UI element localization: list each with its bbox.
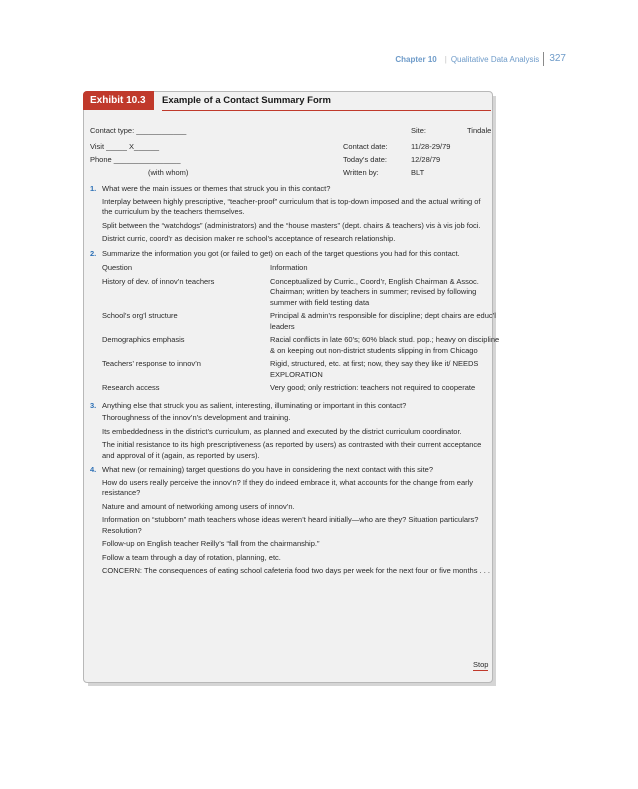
item-number: 1. [90, 184, 97, 193]
table-header-information: Information [270, 263, 308, 272]
contact-date-label: Contact date: [343, 142, 388, 151]
item-number: 2. [90, 248, 97, 258]
written-by-label: Written by: [343, 168, 379, 177]
table-cell-information: Principal & admin’rs responsible for discipline; dept chairs are educ’l leaders [270, 311, 496, 331]
table-cell-question: Teachers’ response to innov’n [102, 359, 201, 368]
todays-date-label: Today's date: [343, 155, 387, 164]
exhibit-label: Exhibit 10.3 [83, 91, 154, 110]
exhibit-title: Example of a Contact Summary Form [162, 95, 331, 106]
exhibit-title-rule [162, 110, 491, 111]
running-head [395, 52, 566, 66]
answer-line: Nature and amount of networking among users of innov’n. [102, 501, 295, 511]
item-answers [102, 478, 490, 577]
item-answers [102, 413, 490, 461]
page-number: 327 [543, 52, 566, 66]
visit-field: Visit _____ X______ [90, 142, 160, 151]
item-3 [90, 401, 490, 462]
table-header-question: Question [102, 263, 133, 272]
table-cell-question: Demographics emphasis [102, 335, 185, 344]
answer-line: Information on “stubborn” math teachers whose ideas weren’t heard initially—who are they? Situation particulars? Resolution? [102, 515, 479, 535]
item-question: Summarize the information you got (or failed to get) on each of the target questions you had for this contact. [102, 248, 460, 258]
target-questions-table [102, 263, 500, 397]
item-question: What were the main issues or themes that struck you in this contact? [102, 184, 331, 193]
table-cell-question: History of dev. of innov’n teachers [102, 276, 215, 286]
answer-line: Interplay between highly prescriptive, “teacher-proof” curriculum that is top-down imposed and the actual writing of the curriculum by the teachers themselves. [102, 196, 481, 216]
item-question: Anything else that struck you as salient, interesting, illuminating or important in this contact? [102, 400, 407, 410]
answer-line: Follow a team through a day of rotation, planning, etc. [102, 552, 281, 562]
table-cell-information: Rigid, structured, etc. at first; now, they say they like it/ NEEDS EXPLORATION [270, 359, 479, 379]
answer-line: How do users really perceive the innov’n? If they do indeed embrace it, what accounts for the change from early resistance? [102, 477, 474, 497]
separator: | [444, 54, 447, 64]
contact-type-field: Contact type: ____________ [90, 126, 187, 135]
item-question: What new (or remaining) target questions do you have in considering the next contact with this site? [102, 465, 434, 474]
answer-line: Its embeddedness in the district’s curriculum, as planned and executed by the district curriculum coordinator. [102, 426, 462, 436]
table-cell-information: Racial conflicts in late 60’s; 60% black stud. pop.; heavy on discipline & on keeping out non-district students slipping in from Chicago [270, 335, 500, 355]
table-cell-information: Conceptualized by Curric., Coord’r, English Chairman & Assoc. Chairman; written by teachers in summer; revised by following summer with field testing data [270, 276, 479, 307]
answer-line: CONCERN: The consequences of eating school cafeteria food two days per week for the next four or five months . . . [102, 566, 490, 575]
table-cell-question: Research access [102, 383, 160, 392]
item-4 [90, 465, 490, 577]
item-number: 3. [90, 400, 97, 410]
written-by-value: BLT [411, 168, 425, 177]
item-2 [90, 248, 500, 397]
stop-marker: Stop [473, 660, 489, 669]
answer-line: The initial resistance to its high prescriptiveness (as reported by users) as contrasted with their current acceptance and approval of it (again, as reported by users). [102, 440, 482, 460]
todays-date-value: 12/28/79 [411, 155, 441, 164]
contact-date-value: 11/28-29/79 [411, 142, 451, 151]
summary-items [90, 184, 500, 581]
answer-line: Split between the “watchdogs” (administrators) and the “house masters” (dept. chairs & teachers) vis à vis job foci. [102, 220, 481, 230]
chapter-label: Chapter 10 [395, 54, 437, 64]
phone-field: Phone ________________ [90, 155, 181, 164]
item-1 [90, 184, 490, 245]
site-value: Tindale [467, 126, 492, 135]
with-whom-label: (with whom) [148, 168, 189, 177]
answer-line: Follow-up on English teacher Reilly’s “fall from the chairmanship.” [102, 539, 320, 548]
answer-line: Thoroughness of the innov’n’s development and training. [102, 413, 291, 422]
item-answers [102, 197, 490, 245]
chapter-title: Qualitative Data Analysis [450, 54, 540, 64]
table-cell-question: School’s org’l structure [102, 311, 178, 320]
site-label: Site: [411, 126, 427, 135]
item-number: 4. [90, 465, 97, 474]
answer-line: District curric, coord’r as decision maker re school’s acceptance of research relationship. [102, 234, 396, 243]
table-cell-information: Very good; only restriction: teachers not required to cooperate [270, 383, 476, 392]
